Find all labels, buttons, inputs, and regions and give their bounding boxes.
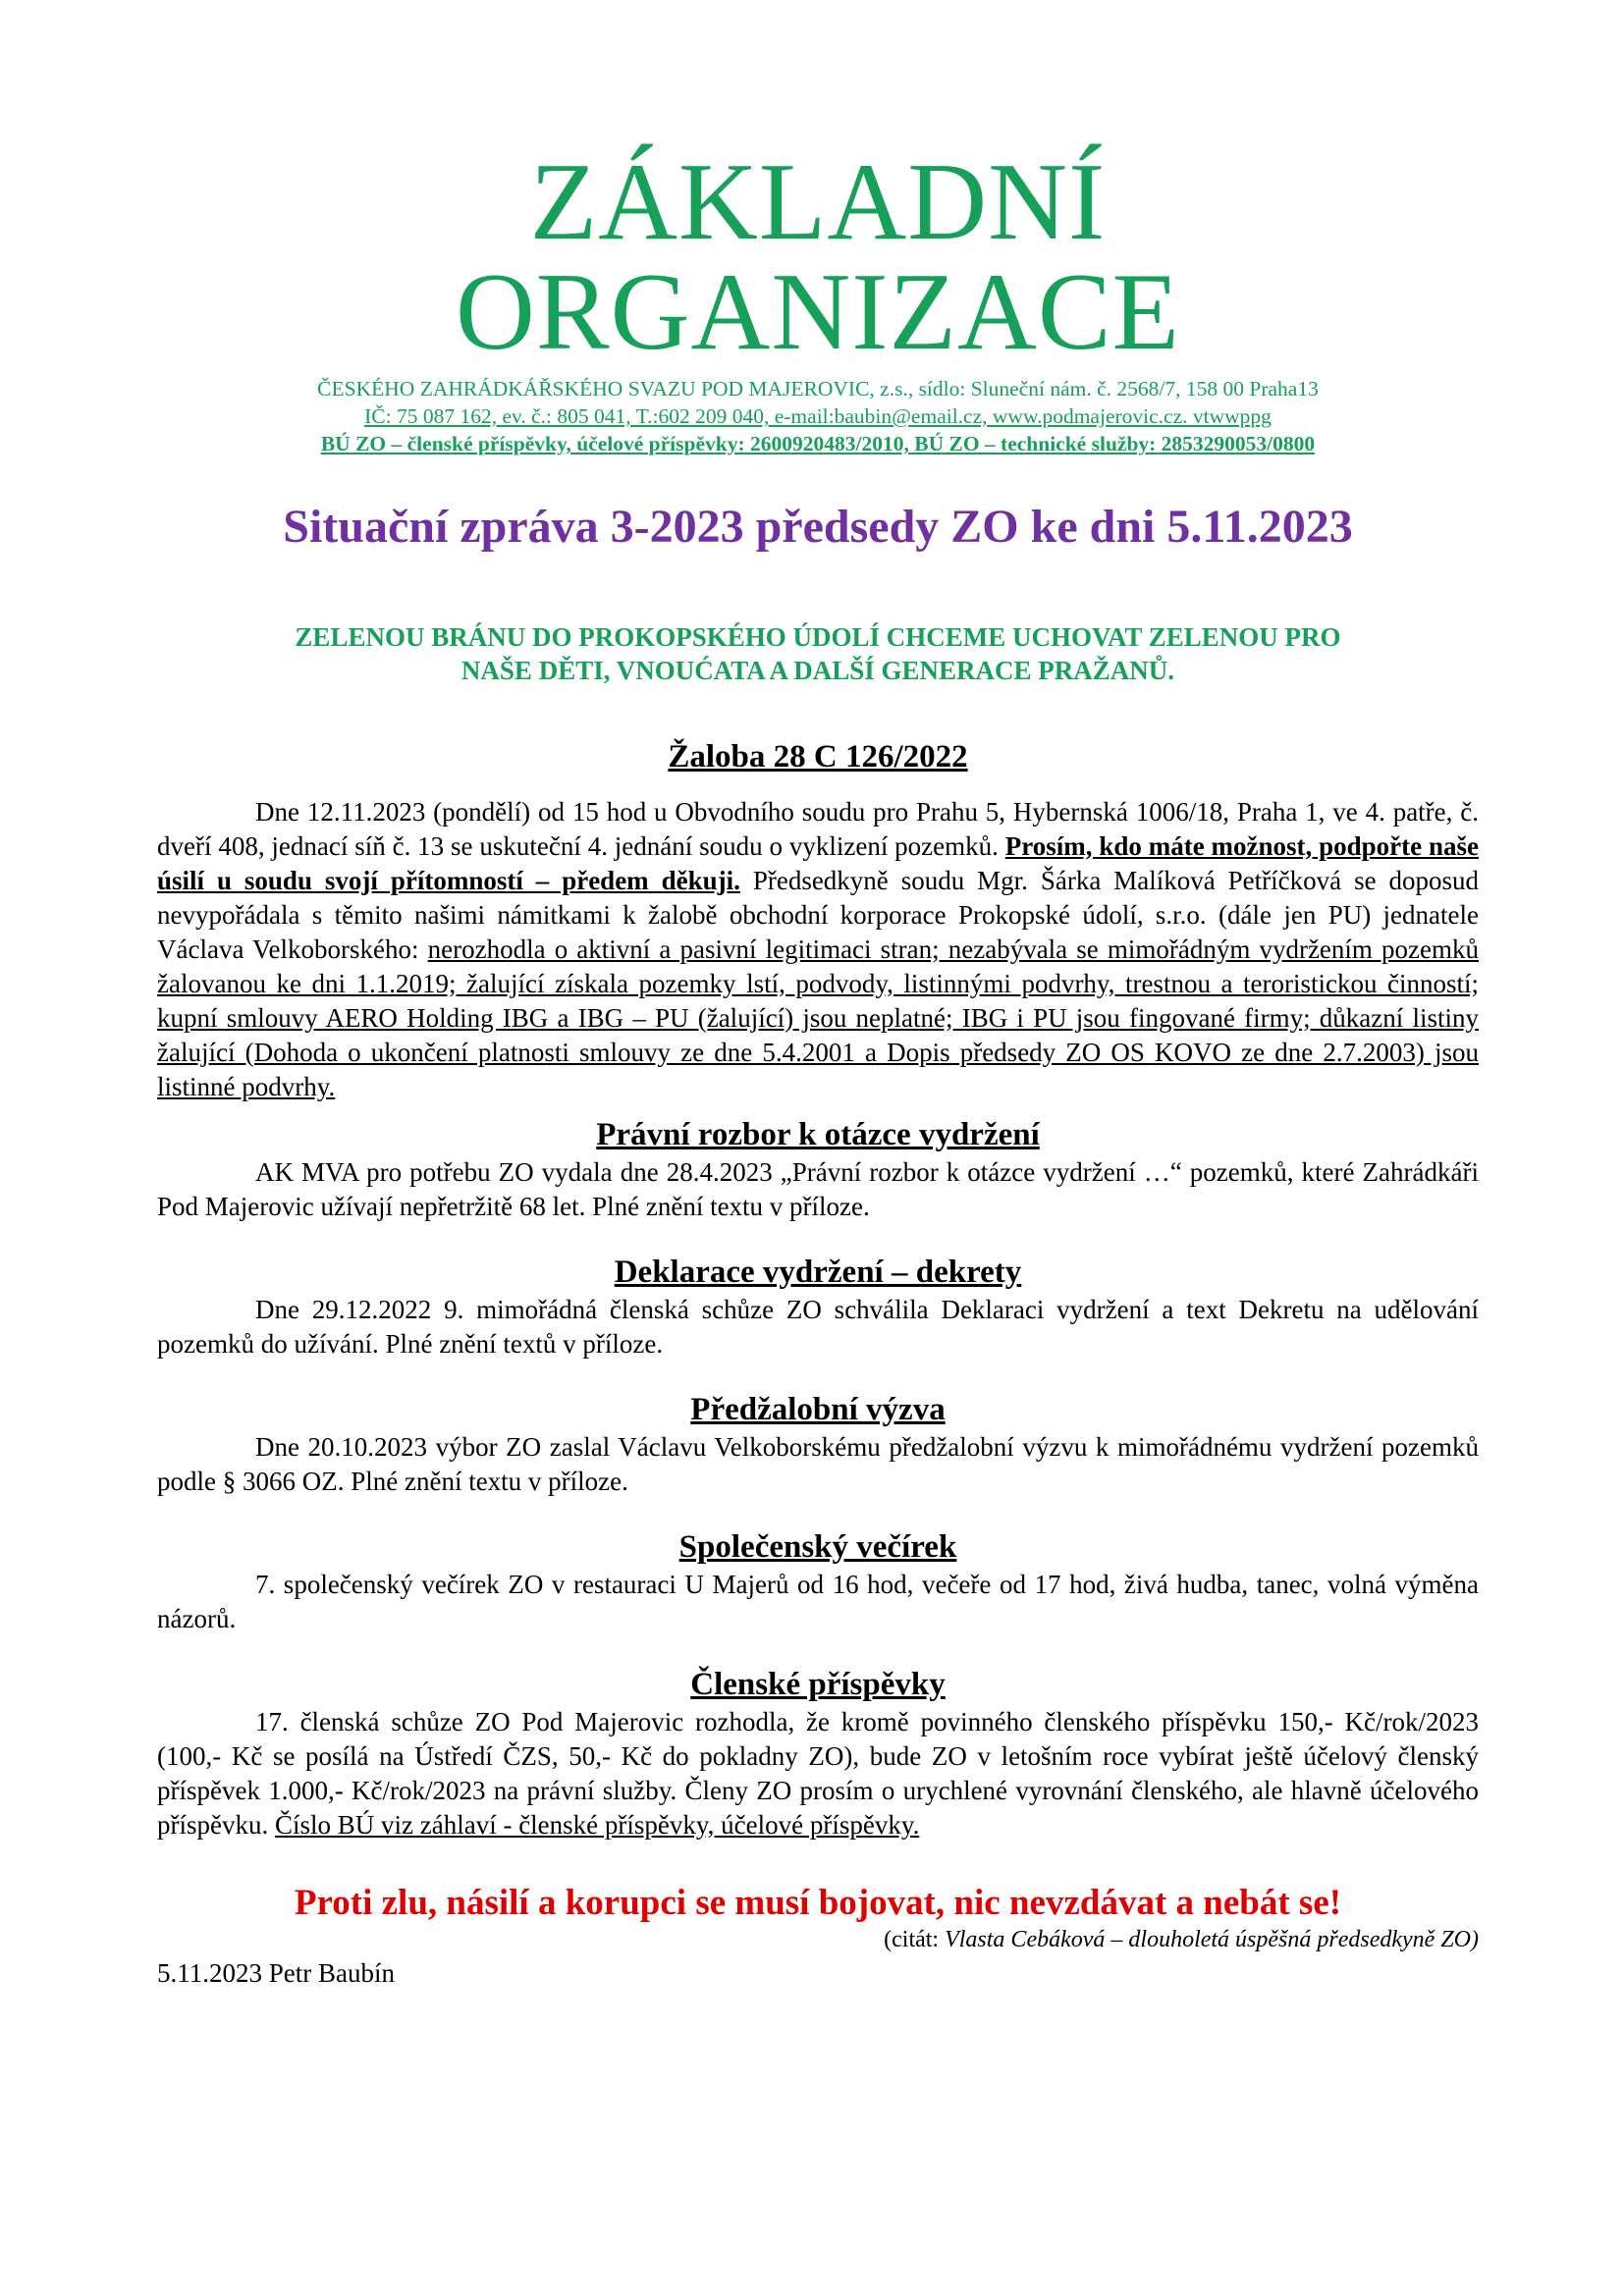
section-title-vecirek: Společenský večírek <box>678 1528 957 1565</box>
header-address-line: ČESKÉHO ZAHRÁDKÁŘSKÉHO SVAZU POD MAJEROVIC, z.s., sídlo: Sluneční nám. č. 2568/7, 158 00 Praha13 <box>317 377 1319 400</box>
header-contact-line: IČ: 75 087 162, ev. č.: 805 041, T.:602 209 040, e-mail:baubin@email.cz, www.podmajerovic.cz. vtwwppg <box>364 404 1272 428</box>
section-title-prispevky: Členské příspěvky <box>690 1666 946 1702</box>
zaloba-text-intro: Dne 12.11.2023 (pondělí) od 15 hod u Obvodního soudu pro Prahu 5, Hybernská 1006/18, Praha 1, ve 4. patře, č. dveří 408, jednací síň č. 13 se uskuteční 4. jednání soudu o vyklizení pozemků. <box>157 796 1479 861</box>
section-text-prispevky <box>157 1705 1479 1842</box>
motto-line: NAŠE DĚTI, VNOUĆATA A DALŠÍ GENERACE PRAŽANŮ. <box>460 655 1175 685</box>
quote-author: Vlasta Cebáková – dlouholetá úspěšná předsedkyně ZO) <box>945 1926 1479 1952</box>
section-title-rozbor: Právní rozbor k otázce vydržení <box>596 1116 1040 1152</box>
section-text-rozbor: AK MVA pro potřebu ZO vydala dne 28.4.2023 „Právní rozbor k otázce vydržení …“ pozemků, které Zahrádkáři Pod Majerovic užívají nepřetržitě 68 let. Plné znění textu v příloze. <box>157 1156 1479 1221</box>
report-title: Situační zpráva 3-2023 předsedy ZO ke dni 5.11.2023 <box>283 501 1353 553</box>
section-title-vyzva: Předžalobní výzva <box>690 1391 946 1427</box>
zaloba-text-objections: nerozhodla o aktivní a pasivní legitimaci stran; nezabývala se mimořádným vydržením pozemků žalovanou ke dni 1.1.2019; žalující získala pozemky lstí, podvody, listinnými podvrhy, trestnou a teroristickou činností; kupní smlouvy AERO Holding IBG a IBG – PU (žalující) jsou neplatné; IBG i PU jsou fingované firmy; důkazní listiny žalující (Dohoda o ukončení platnosti smlouvy ze dne 5.4.2001 a Dopis předsedy ZO OS KOVO ze dne 2.7.2003) jsou listinné podvrhy. <box>157 934 1479 1101</box>
section-text-vyzva: Dne 20.10.2023 výbor ZO zaslal Václavu Velkoborskému předžalobní výzvu k mimořádnému vydržení pozemků podle § 3066 OZ. Plné znění textu v příloze. <box>157 1431 1479 1496</box>
section-text-zaloba <box>157 795 1479 1104</box>
quote-attribution <box>157 1925 1479 1954</box>
section-title-deklarace: Deklarace vydržení – dekrety <box>614 1254 1022 1290</box>
closing-slogan: Proti zlu, násilí a korupci se musí bojovat, nic nevzdávat a nebát se! <box>294 1882 1342 1923</box>
document-content <box>157 141 1480 1991</box>
prispevky-text-account-note: Číslo BÚ viz záhlaví - členské příspěvky, účelové příspěvky. <box>274 1809 920 1840</box>
section-text-deklarace: Dne 29.12.2022 9. mimořádná členská schůze ZO schválila Deklaraci vydržení a text Dekretu na udělování pozemků do užívání. Plné znění textů v příloze. <box>157 1294 1479 1359</box>
motto <box>157 620 1479 687</box>
header-bank-line: BÚ ZO – členské příspěvky, účelové příspěvky: 2600920483/2010, BÚ ZO – technické služby: 2853290053/0800 <box>320 432 1316 455</box>
zaloba-text-appeal: Prosím, kdo máte možnost, podpořte naše úsilí u soudu svojí přítomností – předem děkuji. <box>157 830 1480 895</box>
section-text-vecirek: 7. společenský večírek ZO v restauraci U Majerů od 16 hod, večeře od 17 hod, živá hudba, tanec, volná výměna názorů. <box>157 1569 1479 1633</box>
quote-prefix: (citát: <box>884 1926 946 1952</box>
signature: 5.11.2023 Petr Baubín <box>157 1957 395 1988</box>
zaloba-text-body: Předsedkyně soudu Mgr. Šárka Malíková Petříčková se doposud nevypořádala s těmito našimi námitkami k žalobě obchodní korporace Prokopské údolí, s.r.o. (dále jen PU) jednatele Václava Velkoborského: <box>157 865 1479 964</box>
motto-line: ZELENOU BRÁNU DO PROKOPSKÉHO ÚDOLÍ CHCEME UCHOVAT ZELENOU PRO <box>295 621 1341 652</box>
organization-title: ZÁKLADNÍ ORGANIZACE <box>456 141 1180 373</box>
prispevky-text-body: 17. členská schůze ZO Pod Majerovic rozhodla, že kromě povinného členského příspěvku 150,- Kč/rok/2023 (100,- Kč se posílá na Ústředí ČZS, 50,- Kč do pokladny ZO), bude ZO v letošním roce vybírat ještě účelový členský příspěvek 1.000,- Kč/rok/2023 na právní služby. Členy ZO prosím o urychlené vyrovnání členského, ale hlavně účelového příspěvku. <box>157 1706 1479 1840</box>
section-title-zaloba: Žaloba 28 C 126/2022 <box>668 738 968 774</box>
